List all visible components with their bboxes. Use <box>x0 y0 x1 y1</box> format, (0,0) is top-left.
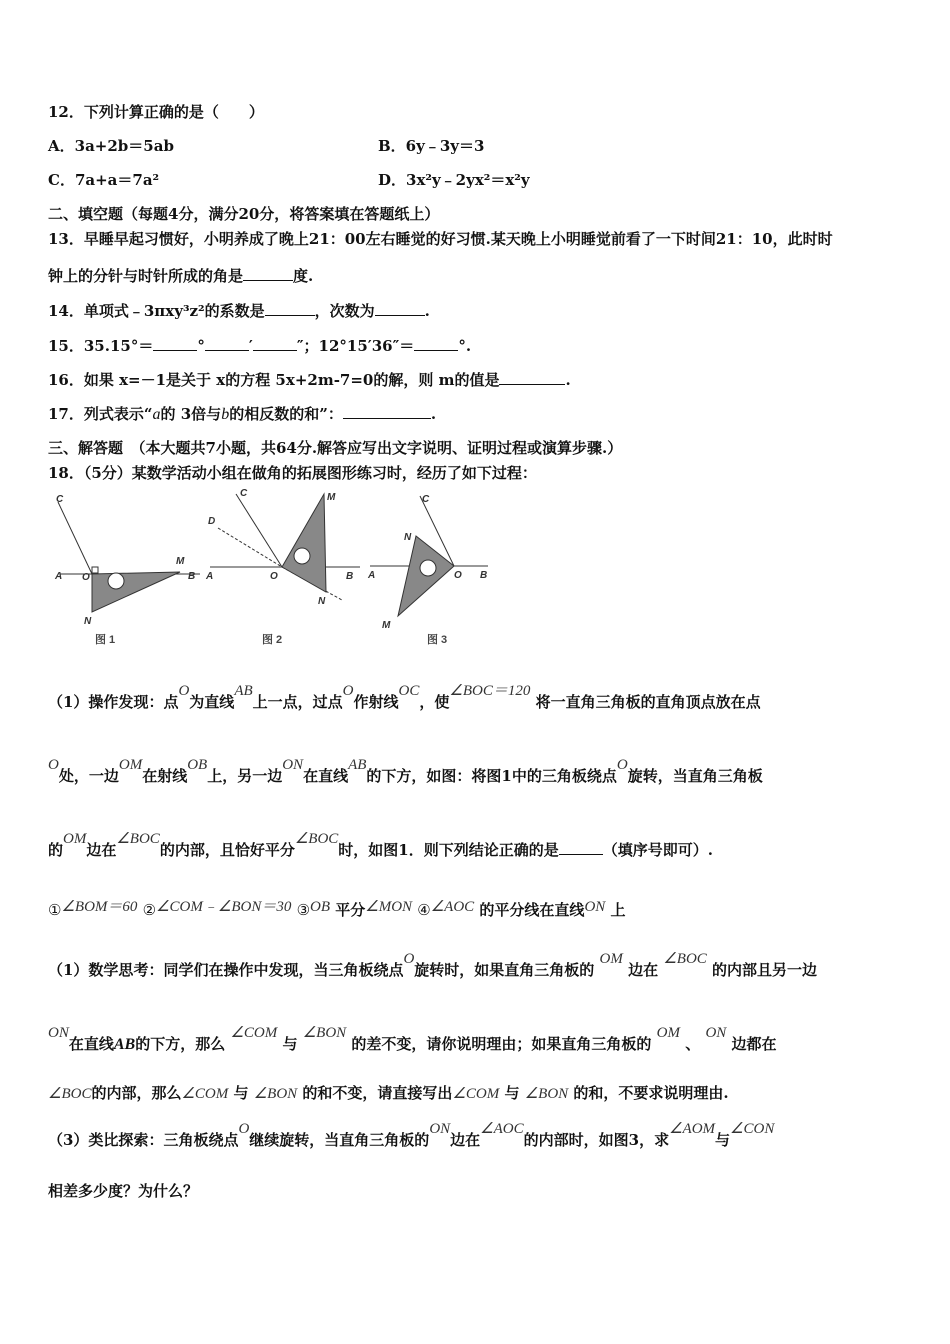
svg-text:C: C <box>240 488 248 499</box>
figure-1-caption: 图 1 <box>95 634 116 646</box>
svg-text:M: M <box>327 492 336 503</box>
svg-text:O: O <box>454 570 462 581</box>
q16: 16．如果 x=－1是关于 x的方程 5x+2m-7=0的解，则 m的值是 . <box>48 371 571 389</box>
q18-part2-line1: （1）数学思考：同学们在操作中发现，当三角板绕点O旋转时，如果直角三角板的 OM 边在 ∠BOC 的内部且另一边 <box>48 951 818 979</box>
q13-line2: 钟上的分针与时针所成的角是 度. <box>48 267 314 285</box>
q18-stem: 18．（5分）某数学活动小组在做角的拓展图形练习时，经历了如下过程： <box>48 464 537 482</box>
q18-part3-line2: 相差多少度？为什么？ <box>48 1182 199 1200</box>
q18-part3-line1: （3）类比探索：三角板绕点O继续旋转，当直角三角板的ON边在∠AOC的内部时，如图3，求∠AOM与∠CON <box>48 1121 775 1149</box>
figure-3 <box>367 494 488 631</box>
svg-text:O: O <box>82 572 90 583</box>
figure-2-caption: 图 2 <box>262 634 283 646</box>
svg-text:B: B <box>480 570 488 581</box>
svg-text:A: A <box>206 571 214 582</box>
q12-option-d: D．3x²y﹣2yx²＝x²y <box>378 171 530 189</box>
svg-text:A: A <box>55 571 63 582</box>
svg-text:B: B <box>188 571 196 582</box>
q18-part1-line2: O处，一边OM在射线OB上，另一边ON在直线AB的下方，如图：将图1中的三角板绕点O旋转，当直角三角板 <box>48 757 763 785</box>
svg-text:B: B <box>346 571 354 582</box>
q18-part2-line3: ∠BOC的内部，那么∠COM 与 ∠BON 的和不变，请直接写出∠COM 与 ∠BON 的和，不要求说明理由. <box>48 1084 729 1102</box>
q18-part1-line3: 的OM边在∠BOC的内部，且恰好平分∠BOC时，如图1．则下列结论正确的是 （填序号即可）. <box>48 831 713 859</box>
q12-stem: 12．下列计算正确的是（ ） <box>48 103 264 121</box>
svg-text:O: O <box>270 571 278 582</box>
svg-text:N: N <box>318 596 326 607</box>
section3-heading: 三、解答题 （本大题共7小题，共64分.解答应写出文字说明、证明过程或演算步骤.） <box>48 439 623 457</box>
svg-text:N: N <box>404 532 412 543</box>
figure-1 <box>54 494 200 627</box>
figure-3-caption: 图 3 <box>427 634 448 646</box>
q14: 14．单项式﹣3πxy³z²的系数是 ，次数为 . <box>48 302 430 320</box>
q12-option-c: C．7a+a＝7a² <box>48 171 160 189</box>
q15: 15．35.15°＝ ° ′ ″；12°15′36″＝ °. <box>48 337 472 355</box>
q17: 17．列式表示“a的 3倍与b的相反数的和”： . <box>48 405 437 423</box>
svg-text:D: D <box>208 516 216 527</box>
q12-option-a: A．3a+2b＝5ab <box>48 137 174 155</box>
svg-text:M: M <box>176 556 185 567</box>
svg-text:N: N <box>84 616 92 627</box>
svg-text:C: C <box>56 494 64 505</box>
q18-figures <box>40 488 510 658</box>
section2-heading: 二、填空题（每题4分，满分20分，将答案填在答题纸上） <box>48 205 440 223</box>
q12-option-b: B．6y﹣3y＝3 <box>378 137 485 155</box>
q18-part1-line1: （1）操作发现：点O为直线AB上一点，过点O作射线OC，使∠BOC＝120 将一直角三角板的直角顶点放在点 <box>48 683 761 711</box>
q18-part2-line2: ON在直线AB的下方，那么 ∠COM 与 ∠BON 的差不变，请你说明理由；如果直角三角板的 OM 、 ON 边都在 <box>48 1025 777 1053</box>
q13-line1: 13．早睡早起习惯好，小明养成了晚上21：00左右睡觉的好习惯.某天晚上小明睡觉前看了一下时间21：10，此时时 <box>48 230 833 248</box>
svg-text:A: A <box>368 570 376 581</box>
svg-text:M: M <box>382 620 391 631</box>
svg-text:C: C <box>422 494 430 505</box>
figure-2 <box>205 488 360 607</box>
q18-options: ①∠BOM＝60 ②∠COM﹣∠BON＝30 ③OB 平分∠MON ④∠AOC 的平分线在直线ON 上 <box>48 899 626 919</box>
